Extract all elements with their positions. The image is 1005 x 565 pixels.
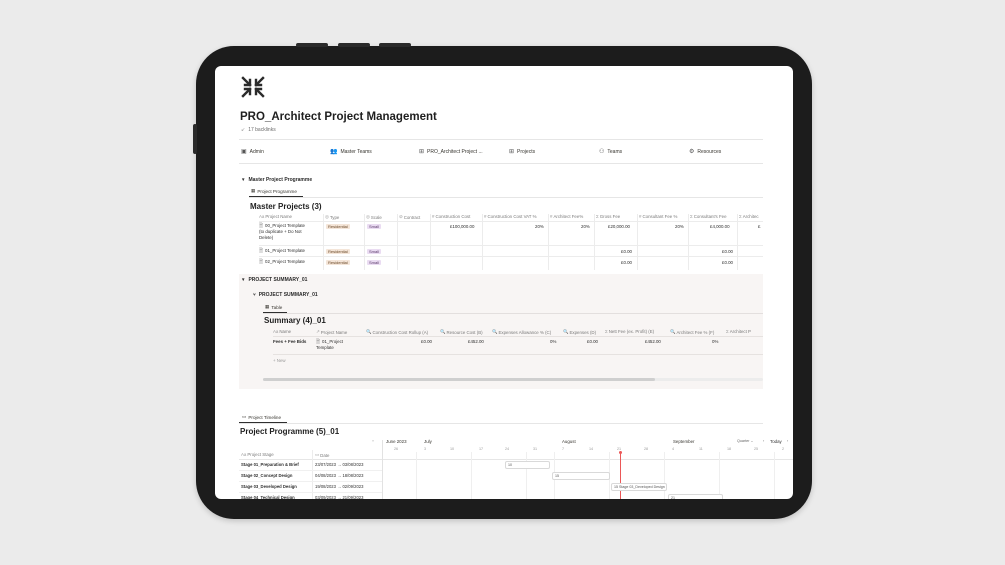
row-divider bbox=[273, 354, 763, 355]
cell-resource-cost[interactable]: £452.00 bbox=[468, 339, 484, 344]
nav-link-master-teams[interactable] bbox=[330, 148, 372, 155]
col-divider bbox=[482, 214, 483, 270]
notion-page bbox=[215, 66, 793, 499]
col-header[interactable]: Σ Gross Fee bbox=[596, 214, 621, 219]
stage-name[interactable]: Stage 04_Technical Design bbox=[241, 495, 295, 499]
timeline-icon: ▭ bbox=[242, 414, 247, 419]
team-icon: ⚇ bbox=[599, 149, 605, 155]
grid-icon: ⊞ bbox=[419, 149, 425, 155]
col-divider bbox=[688, 214, 689, 270]
nav-label: Teams bbox=[607, 148, 623, 155]
cell-nett-fee[interactable]: £452.00 bbox=[645, 339, 661, 344]
new-label: New bbox=[276, 358, 286, 363]
col-header[interactable]: ◎ Scale bbox=[366, 214, 382, 220]
cell-expenses-allowance[interactable]: 0% bbox=[550, 339, 557, 344]
cell-consultant-fee[interactable]: £0.00 bbox=[722, 249, 733, 254]
summary-heading bbox=[253, 292, 318, 298]
zoom-select[interactable]: Quarter ⌄ bbox=[737, 439, 754, 443]
day-label: 21 bbox=[617, 447, 622, 451]
week-gridline bbox=[526, 452, 527, 499]
document-icon: 🗎 bbox=[316, 339, 321, 345]
today-marker-line bbox=[620, 452, 621, 499]
col-header[interactable]: Σ Nett Fee (ex. Profit) (E) bbox=[605, 329, 655, 334]
stage-name[interactable]: Stage 02_Concept Design bbox=[241, 473, 293, 478]
row-divider bbox=[273, 336, 763, 337]
row-divider bbox=[239, 492, 382, 493]
nav-link-teams[interactable] bbox=[599, 148, 622, 155]
day-label: 2 bbox=[782, 447, 785, 451]
stage-date[interactable]: 03/09/2023 → 21/09/2023 bbox=[315, 495, 364, 499]
layout-icon: ▣ bbox=[241, 149, 247, 155]
people-icon: 👥 bbox=[330, 149, 338, 155]
cell-gross-fee[interactable]: £0.00 bbox=[621, 249, 632, 254]
day-label: 4 bbox=[672, 447, 675, 451]
toggle-master-programme[interactable] bbox=[241, 177, 312, 183]
cell-architect[interactable]: £ bbox=[758, 224, 761, 229]
stage-date[interactable]: 19/08/2023 → 02/09/2023 bbox=[315, 484, 364, 489]
grid-icon: ⊞ bbox=[509, 149, 515, 155]
week-gridline bbox=[471, 452, 472, 499]
col-divider bbox=[548, 214, 549, 270]
prev-arrow-icon[interactable]: ‹ bbox=[763, 439, 765, 443]
nav-link-resources[interactable] bbox=[689, 148, 721, 155]
col-header[interactable]: ▭ Date bbox=[315, 452, 330, 458]
page-links-bar bbox=[239, 146, 763, 158]
new-row-button[interactable] bbox=[273, 358, 286, 363]
stage-date[interactable]: 23/07/2023 → 03/08/2023 bbox=[315, 462, 364, 467]
nav-label: PRO_Architect Project ... bbox=[427, 148, 483, 155]
scale-tag[interactable]: Small bbox=[369, 224, 380, 229]
backlinks-label: 17 backlinks bbox=[248, 127, 276, 133]
col-header[interactable]: 🔍 Expenses (D) bbox=[563, 329, 597, 335]
col-header[interactable]: # Architect Fee% bbox=[550, 214, 584, 219]
nav-link-admin[interactable] bbox=[241, 148, 264, 155]
db-title-summary: Summary (4)_01 bbox=[264, 316, 326, 325]
today-button[interactable]: Today bbox=[770, 439, 782, 444]
scale-tag[interactable]: Small bbox=[369, 249, 380, 254]
gantt-bar[interactable]: 10 bbox=[505, 461, 550, 469]
nav-label: Admin bbox=[249, 148, 264, 155]
nav-link-pro-architect[interactable] bbox=[419, 148, 483, 155]
type-tag[interactable]: Residential bbox=[328, 224, 348, 229]
row-divider bbox=[239, 459, 793, 460]
col-divider bbox=[430, 214, 431, 270]
col-header[interactable]: Aa Name bbox=[273, 329, 292, 334]
toggle-label: Master Project Programme bbox=[248, 177, 313, 183]
cell-project-name[interactable]: 🗎 01_Project Template bbox=[259, 248, 305, 254]
day-label: 7 bbox=[562, 447, 565, 451]
col-divider bbox=[637, 214, 638, 270]
col-divider bbox=[737, 214, 738, 270]
table-icon: ▦ bbox=[251, 188, 256, 193]
triangle-down-icon: ▼ bbox=[241, 277, 246, 282]
cell-name[interactable]: Fees + Fee Bids bbox=[273, 339, 307, 344]
month-label: June 2023 bbox=[386, 439, 407, 444]
cell-project-name[interactable]: 🗎 02_Project Template bbox=[259, 259, 305, 265]
day-label: 11 bbox=[699, 447, 703, 451]
zoom-label: Quarter bbox=[737, 439, 750, 443]
page-title: PRO_Architect Project Management bbox=[240, 111, 437, 123]
col-header[interactable]: # Construction Cost VAT % bbox=[484, 214, 537, 219]
volume-button bbox=[338, 43, 370, 47]
db-title-project-programme: Project Programme (5)_01 bbox=[240, 427, 340, 436]
toggle-label: PROJECT SUMMARY_01 bbox=[248, 277, 308, 283]
col-divider bbox=[594, 214, 595, 270]
side-button bbox=[193, 124, 197, 154]
week-gridline bbox=[664, 452, 665, 499]
type-tag[interactable]: Residential bbox=[328, 260, 348, 265]
gantt-bar[interactable]: 15 Stage 03_Developed Design bbox=[611, 483, 667, 491]
arrows-inward-logo bbox=[241, 76, 265, 98]
week-gridline bbox=[774, 452, 775, 499]
day-label: 31 bbox=[533, 447, 538, 451]
col-header[interactable]: ↗ Project Name bbox=[316, 329, 348, 335]
col-header[interactable]: Aa Project Stage bbox=[241, 452, 274, 457]
day-label: 25 bbox=[754, 447, 759, 451]
month-label: August bbox=[562, 439, 576, 444]
day-label: 14 bbox=[589, 447, 594, 451]
table-icon: ▦ bbox=[265, 304, 270, 309]
plus-icon: + bbox=[273, 358, 277, 363]
collapse-chevron-icon[interactable]: « bbox=[372, 439, 375, 443]
cell-consultant-fee[interactable]: £4,000.00 bbox=[710, 224, 730, 229]
col-divider bbox=[323, 214, 324, 270]
cell-consultant-fee-pct[interactable]: 20% bbox=[675, 224, 684, 229]
nav-label: Resources bbox=[697, 148, 722, 155]
row-divider bbox=[259, 245, 763, 246]
tablet-frame bbox=[196, 46, 812, 519]
db-title-master-projects: Master Projects (3) bbox=[250, 202, 322, 211]
stage-name[interactable]: Stage 01_Preparation & Brief bbox=[241, 462, 299, 467]
day-label: 18 bbox=[727, 447, 732, 451]
document-icon: 🗎 bbox=[259, 223, 264, 229]
col-header[interactable]: 🔍 Expenses Allowance % (C) bbox=[492, 329, 552, 335]
divider bbox=[239, 139, 763, 140]
col-header[interactable]: 🔍 Construction Cost Rollup (A) bbox=[366, 329, 429, 335]
week-gridline bbox=[416, 452, 417, 499]
backlink-arrow-icon: ↙ bbox=[241, 127, 246, 133]
day-label: 17 bbox=[479, 447, 484, 451]
toggle-project-summary[interactable] bbox=[241, 277, 307, 283]
col-divider bbox=[364, 214, 365, 270]
row-divider bbox=[259, 256, 763, 257]
cell-arch-fee[interactable]: 20% bbox=[581, 224, 590, 229]
col-divider bbox=[397, 214, 398, 270]
scale-tag[interactable]: Small bbox=[369, 260, 380, 265]
day-label: 26 bbox=[394, 447, 399, 451]
col-header[interactable]: # Consultant Fee % bbox=[639, 214, 678, 219]
tab-label: Table bbox=[271, 304, 283, 310]
col-header[interactable]: Aa Project Name bbox=[259, 214, 292, 219]
day-label: 3 bbox=[424, 447, 427, 451]
divider bbox=[239, 163, 763, 164]
tab-label: Project Timeline bbox=[248, 414, 282, 420]
day-label: 24 bbox=[505, 447, 510, 451]
day-label: 10 bbox=[450, 447, 455, 451]
master-projects-table bbox=[259, 214, 763, 270]
next-arrow-icon[interactable]: › bbox=[787, 439, 789, 443]
volume-button bbox=[296, 43, 328, 47]
branch-icon: ⑂ bbox=[253, 292, 256, 297]
document-icon: 🗎 bbox=[259, 248, 264, 254]
tab-project-programme[interactable] bbox=[251, 188, 297, 194]
day-label: 28 bbox=[644, 447, 649, 451]
cell-gross-fee[interactable]: £0.00 bbox=[621, 260, 632, 265]
gantt-bar[interactable]: 21 bbox=[668, 494, 723, 499]
col-header[interactable]: Σ Architect P bbox=[726, 329, 751, 334]
timeline-view bbox=[239, 440, 793, 499]
cell-project-name[interactable]: 🗎 01_Project Template bbox=[316, 339, 344, 350]
divider bbox=[239, 423, 763, 424]
col-header[interactable]: ⊘ Contract bbox=[399, 214, 421, 220]
nav-label: Master Teams bbox=[340, 148, 372, 155]
divider bbox=[263, 313, 763, 314]
month-label: July bbox=[424, 439, 432, 444]
stage-date[interactable]: 04/08/2023 → 18/08/2023 bbox=[315, 473, 364, 478]
summary-table bbox=[273, 329, 763, 363]
backlinks-link[interactable] bbox=[241, 127, 276, 133]
row-divider bbox=[239, 481, 382, 482]
month-label: September bbox=[673, 439, 695, 444]
col-header[interactable]: Σ Consultant's Fee bbox=[690, 214, 727, 219]
timeline-split-divider bbox=[382, 440, 383, 499]
cell-construction-cost[interactable]: £100,000.00 bbox=[450, 224, 475, 229]
tab-table[interactable] bbox=[265, 304, 282, 310]
cell-architect-fee-pct[interactable]: 0% bbox=[712, 339, 719, 344]
nav-label: Projects bbox=[517, 148, 536, 155]
power-button bbox=[379, 43, 411, 47]
gantt-bar[interactable]: 15 bbox=[552, 472, 610, 480]
cell-vat[interactable]: 20% bbox=[535, 224, 544, 229]
cell-gross-fee[interactable]: £20,000.00 bbox=[608, 224, 630, 229]
nav-link-projects[interactable] bbox=[509, 148, 535, 155]
col-header[interactable]: 🔍 Architect Fee % (F) bbox=[670, 329, 715, 335]
tab-label: Project Programme bbox=[257, 188, 297, 194]
document-icon: 🗎 bbox=[259, 259, 264, 265]
col-header[interactable]: ◎ Type bbox=[325, 214, 340, 220]
gear-icon: ⚙ bbox=[689, 149, 695, 155]
cell-construction-cost-rollup[interactable]: £0.00 bbox=[421, 339, 432, 344]
stage-name[interactable]: Stage 03_Developed Design bbox=[241, 484, 297, 489]
week-gridline bbox=[719, 452, 720, 499]
cell-project-name[interactable]: 🗎 00_Project Template (to duplicate + Do Not Delete) bbox=[259, 223, 305, 240]
project-summary-toggle-block bbox=[239, 274, 763, 389]
col-header[interactable]: # Construction Cost bbox=[432, 214, 471, 219]
cell-consultant-fee[interactable]: £0.00 bbox=[722, 260, 733, 265]
divider bbox=[249, 197, 763, 198]
row-divider bbox=[239, 470, 382, 471]
type-tag[interactable]: Residential bbox=[328, 249, 348, 254]
summary-heading-label: PROJECT SUMMARY_01 bbox=[258, 292, 318, 298]
col-header[interactable]: 🔍 Resource Cost (B) bbox=[440, 329, 483, 335]
triangle-down-icon: ▼ bbox=[241, 177, 246, 182]
tab-project-timeline[interactable] bbox=[242, 414, 281, 420]
horizontal-scrollbar-thumb[interactable] bbox=[263, 378, 655, 381]
col-header[interactable]: Σ Architec bbox=[739, 214, 759, 219]
cell-expenses[interactable]: £0.00 bbox=[587, 339, 598, 344]
